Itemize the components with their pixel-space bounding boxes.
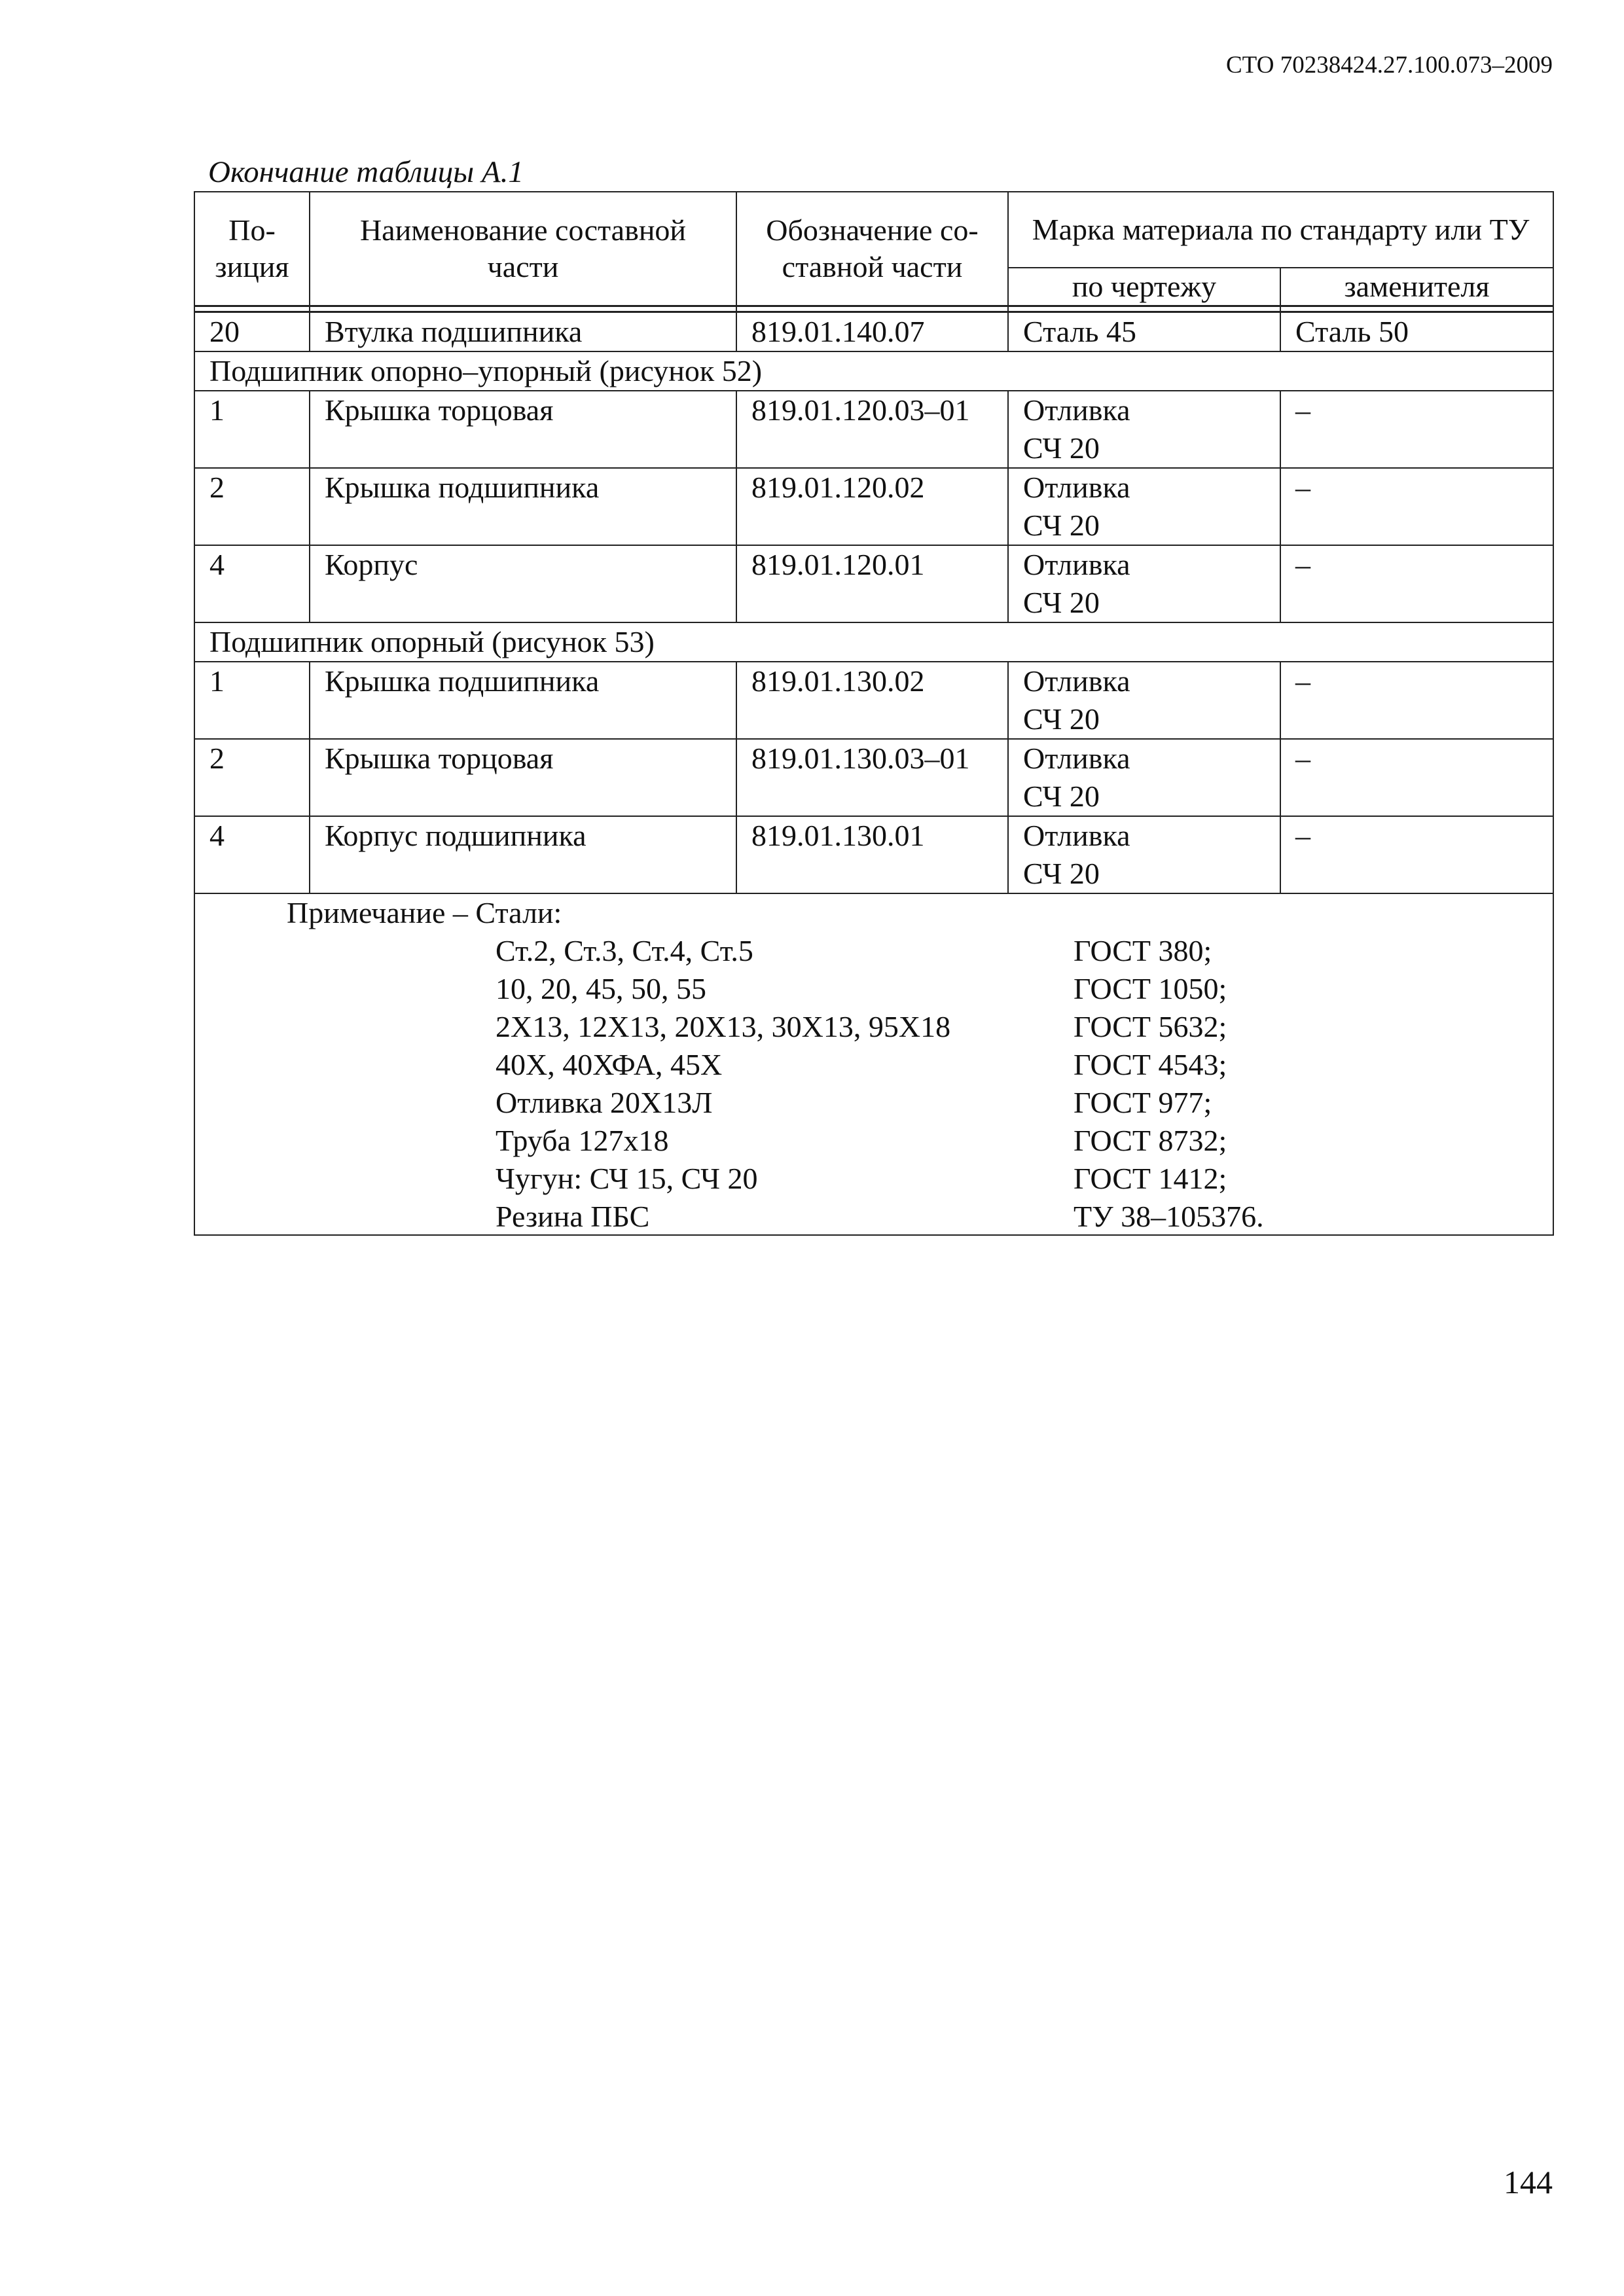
cell-name: Крышка торцовая (310, 391, 736, 468)
cell-material (1008, 739, 1280, 816)
table-body (194, 312, 1553, 894)
note-standard: ГОСТ 4543; (1074, 1048, 1227, 1081)
material-line: Отливка (1023, 548, 1130, 581)
note-steel: 2Х13, 12Х13, 20Х13, 30Х13, 95Х18 (496, 1010, 951, 1043)
cell-name: Втулка подшипника (310, 312, 736, 352)
note-standard: ГОСТ 1412; (1074, 1162, 1227, 1195)
cell-designation: 819.01.120.02 (736, 468, 1008, 545)
note-steel: Ст.2, Ст.3, Ст.4, Ст.5 (496, 934, 753, 967)
page-number: 144 (1504, 2164, 1553, 2200)
material-line: Отливка (1023, 742, 1130, 775)
material-grade: СЧ 20 (1023, 857, 1100, 890)
note-title: Примечание – Стали: (287, 896, 562, 929)
material-line: Отливка (1023, 819, 1130, 852)
note-steel: Резина ПБС (496, 1200, 650, 1233)
cell-material (1008, 312, 1280, 352)
note-line (496, 1198, 1412, 1236)
material-grade: СЧ 20 (1023, 509, 1100, 542)
note-standard: ГОСТ 5632; (1074, 1010, 1227, 1043)
note-line (496, 1046, 1412, 1084)
note-steel: 40Х, 40ХФА, 45Х (496, 1048, 723, 1081)
note-line (496, 1084, 1412, 1122)
cell-designation: 819.01.120.01 (736, 545, 1008, 622)
material-grade: СЧ 20 (1023, 780, 1100, 813)
section-row (194, 351, 1553, 391)
cell-material (1008, 816, 1280, 893)
cell-designation: 819.01.120.03–01 (736, 391, 1008, 468)
header-separator (194, 306, 1553, 312)
cell-designation: 819.01.140.07 (736, 312, 1008, 352)
cell-material (1008, 391, 1280, 468)
cell-substitute: Сталь 50 (1280, 312, 1553, 352)
note-line (496, 932, 1412, 970)
cell-substitute: – (1280, 816, 1553, 893)
parts-table (194, 191, 1554, 1236)
table-row (194, 391, 1553, 468)
cell-name: Корпус (310, 545, 736, 622)
header-name: Наименование составной части (310, 192, 736, 306)
material-grade: СЧ 20 (1023, 586, 1100, 619)
note-cell (194, 893, 1553, 1235)
section-title: Подшипник опорный (рисунок 53) (194, 622, 1553, 662)
note-steel: Чугун: СЧ 15, СЧ 20 (496, 1162, 758, 1195)
note-line (496, 1008, 1412, 1046)
note-steel: Труба 127х18 (496, 1124, 669, 1157)
cell-position: 2 (194, 468, 310, 545)
material-line: Сталь 45 (1023, 315, 1136, 348)
cell-designation: 819.01.130.02 (736, 662, 1008, 739)
note-line (496, 1160, 1412, 1198)
cell-material (1008, 662, 1280, 739)
cell-substitute: – (1280, 468, 1553, 545)
section-row (194, 622, 1553, 662)
table-row (194, 468, 1553, 545)
note-standard: ГОСТ 977; (1074, 1086, 1212, 1119)
section-title: Подшипник опорно–упорный (рисунок 52) (194, 351, 1553, 391)
cell-name: Крышка подшипника (310, 662, 736, 739)
cell-position: 1 (194, 391, 310, 468)
cell-designation: 819.01.130.03–01 (736, 739, 1008, 816)
cell-name: Корпус подшипника (310, 816, 736, 893)
cell-substitute: – (1280, 662, 1553, 739)
cell-position: 4 (194, 545, 310, 622)
header-substitute: заменителя (1280, 268, 1553, 306)
table-row (194, 312, 1553, 352)
header-position: По- зиция (194, 192, 310, 306)
cell-substitute: – (1280, 391, 1553, 468)
cell-designation: 819.01.130.01 (736, 816, 1008, 893)
table-row (194, 739, 1553, 816)
cell-name: Крышка торцовая (310, 739, 736, 816)
header-by-drawing: по чертежу (1008, 268, 1280, 306)
table-row (194, 816, 1553, 893)
material-line: Отливка (1023, 471, 1130, 504)
header-material: Марка материала по стандарту или ТУ (1008, 192, 1553, 268)
cell-substitute: – (1280, 739, 1553, 816)
material-line: Отливка (1023, 393, 1130, 427)
cell-position: 20 (194, 312, 310, 352)
note-line (496, 970, 1412, 1008)
cell-position: 4 (194, 816, 310, 893)
table-row (194, 662, 1553, 739)
note-list (496, 932, 1412, 1236)
cell-material (1008, 545, 1280, 622)
material-line: Отливка (1023, 664, 1130, 698)
material-grade: СЧ 20 (1023, 702, 1100, 736)
table-row (194, 545, 1553, 622)
note-steel: Отливка 20Х13Л (496, 1086, 713, 1119)
note-standard: ГОСТ 8732; (1074, 1124, 1227, 1157)
note-standard: ТУ 38–105376. (1074, 1200, 1264, 1233)
cell-position: 2 (194, 739, 310, 816)
cell-material (1008, 468, 1280, 545)
cell-name: Крышка подшипника (310, 468, 736, 545)
note-standard: ГОСТ 1050; (1074, 972, 1227, 1005)
header-designation: Обозначение со-ставной части (736, 192, 1008, 306)
note-standard: ГОСТ 380; (1074, 934, 1212, 967)
table-caption: Окончание таблицы А.1 (208, 155, 524, 189)
material-grade: СЧ 20 (1023, 431, 1100, 465)
note-steel: 10, 20, 45, 50, 55 (496, 972, 706, 1005)
cell-substitute: – (1280, 545, 1553, 622)
document-code: СТО 70238424.27.100.073–2009 (1225, 52, 1553, 79)
cell-position: 1 (194, 662, 310, 739)
note-line (496, 1122, 1412, 1160)
